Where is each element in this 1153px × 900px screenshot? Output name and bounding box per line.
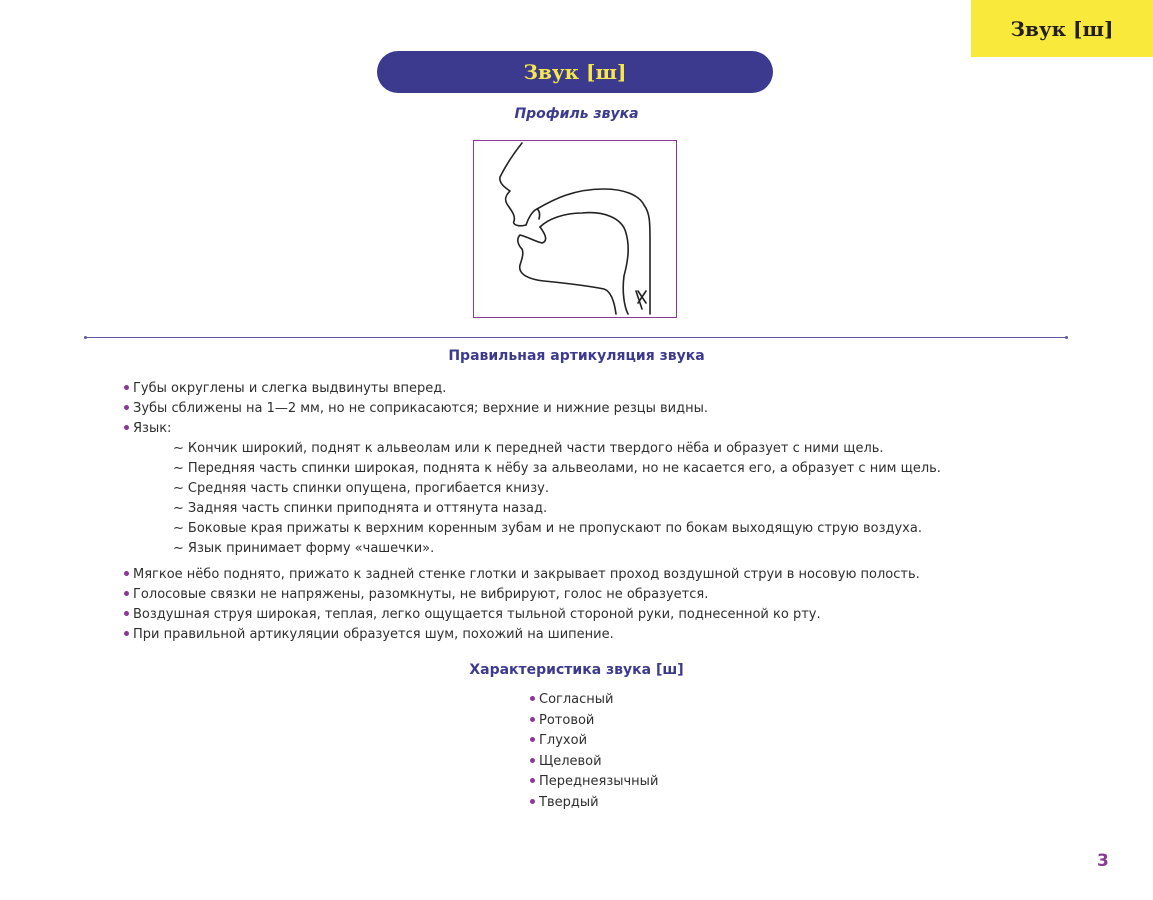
tongue-list-item: ~ Кончик широкий, поднят к альвеолам или к передней части твердого нёба и образует с ними щель. xyxy=(173,441,884,456)
tongue-list-item: ~ Боковые края прижаты к верхним коренным зубам и не пропускают по бокам выходящую струю воздуха. xyxy=(173,521,922,536)
tilde-bullet-icon: ~ xyxy=(173,441,184,456)
list-item: Воздушная струя широкая, теплая, легко ощущается тыльной стороной руки, поднесенной ко рту. xyxy=(124,605,1104,625)
dot-bullet-icon xyxy=(530,778,535,783)
characteristic-item: Ротовой xyxy=(530,711,658,732)
dot-bullet-icon xyxy=(124,611,129,616)
characteristic-item: Переднеязычный xyxy=(530,772,658,793)
tilde-bullet-icon: ~ xyxy=(173,521,184,536)
tongue-list-item: ~ Язык принимает форму «чашечки». xyxy=(173,541,435,556)
characteristic-item: Согласный xyxy=(530,690,658,711)
articulation-profile-figure xyxy=(473,140,677,318)
tilde-bullet-icon: ~ xyxy=(173,481,184,496)
list-item: При правильной артикуляции образуется шум, похожий на шипение. xyxy=(124,625,1104,645)
characteristic-item: Щелевой xyxy=(530,752,658,773)
articulation-list xyxy=(124,379,1104,645)
tongue-list-item: ~ Передняя часть спинки широкая, поднята к нёбу за альвеолами, но не касается его, а образует с ним щель. xyxy=(173,461,941,476)
list-item: Губы округлены и слегка выдвинуты вперед. xyxy=(124,379,1104,399)
list-item: Зубы сближены на 1—2 мм, но не соприкасаются; верхние и нижние резцы видны. xyxy=(124,399,1104,419)
tongue-list-item: ~ Средняя часть спинки опущена, прогибается книзу. xyxy=(173,481,549,496)
dot-bullet-icon xyxy=(530,717,535,722)
page-title: Звук [ш] xyxy=(377,51,773,93)
tilde-bullet-icon: ~ xyxy=(173,501,184,516)
profile-caption: Профиль звука xyxy=(514,106,639,122)
dot-bullet-icon xyxy=(124,385,129,390)
tongue-list-item: ~ Задняя часть спинки приподнята и оттянута назад. xyxy=(173,501,548,516)
tilde-bullet-icon: ~ xyxy=(173,541,184,556)
characteristic-item: Глухой xyxy=(530,731,658,752)
dot-bullet-icon xyxy=(124,425,129,430)
dot-bullet-icon xyxy=(530,737,535,742)
dot-bullet-icon xyxy=(530,696,535,701)
list-item: Мягкое нёбо поднято, прижато к задней стенке глотки и закрывает проход воздушной струи в носовую полость. xyxy=(124,565,1104,585)
list-item: Голосовые связки не напряжены, разомкнуты, не вибрируют, голос не образуется. xyxy=(124,585,1104,605)
tilde-bullet-icon: ~ xyxy=(173,461,184,476)
dot-bullet-icon xyxy=(530,758,535,763)
dot-bullet-icon xyxy=(124,631,129,636)
corner-sound-tag: Звук [ш] xyxy=(971,0,1153,57)
section-divider xyxy=(86,337,1066,338)
list-item: Язык: xyxy=(124,419,1104,439)
characteristics-heading: Характеристика звука [ш] xyxy=(469,662,684,678)
articulation-heading: Правильная артикуляция звука xyxy=(448,348,705,364)
characteristic-item: Твердый xyxy=(530,793,658,814)
mouth-profile-illustration xyxy=(474,141,675,316)
page-number: 3 xyxy=(1097,851,1109,871)
dot-bullet-icon xyxy=(124,571,129,576)
dot-bullet-icon xyxy=(124,591,129,596)
characteristics-list xyxy=(530,690,658,813)
dot-bullet-icon xyxy=(124,405,129,410)
dot-bullet-icon xyxy=(530,799,535,804)
